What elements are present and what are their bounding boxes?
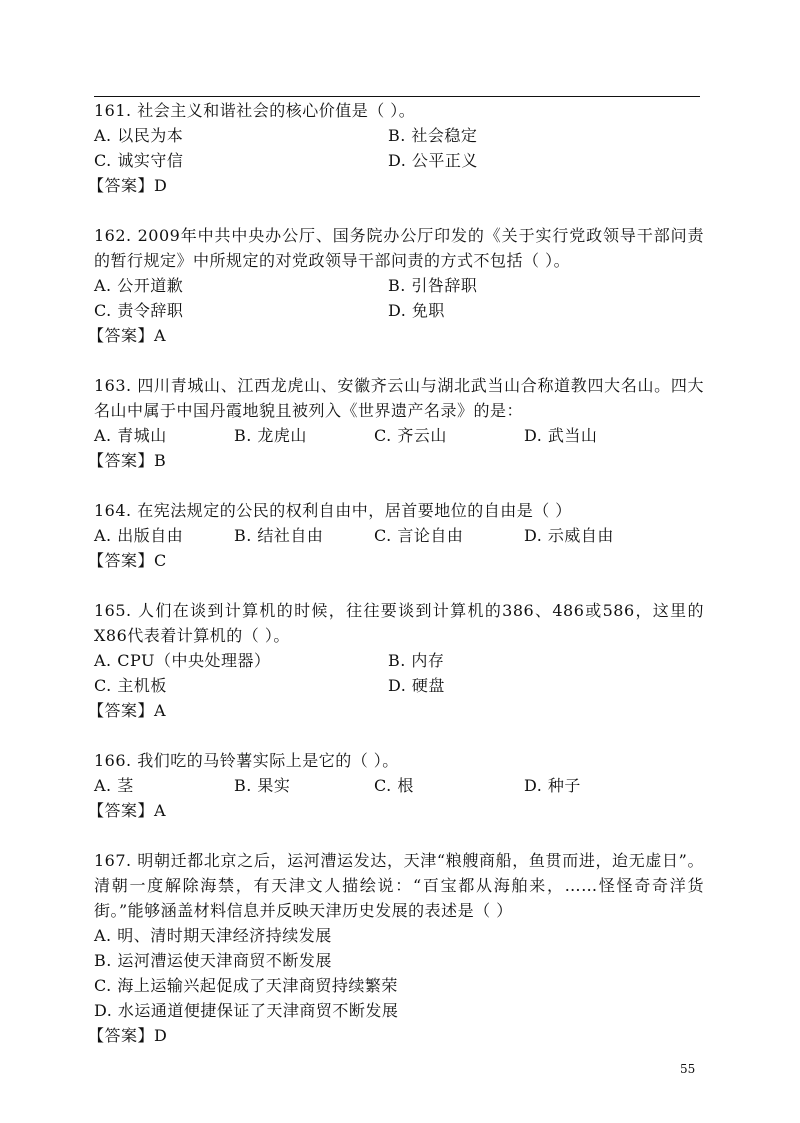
question-block	[88, 223, 704, 348]
answer-line: 【答案】C	[88, 551, 167, 570]
page-number: 55	[680, 1062, 696, 1076]
answer-line: 【答案】A	[88, 701, 167, 720]
option-list	[94, 648, 704, 698]
option-item: D. 免职	[388, 301, 445, 320]
question-block	[88, 598, 704, 723]
option-item: C. 诚实守信	[94, 151, 184, 170]
option-item: C. 责令辞职	[94, 301, 184, 320]
option-item: A. 青城山	[94, 426, 167, 445]
question-stem: 167. 明朝迁都北京之后，运河漕运发达，天津“粮艘商船，鱼贯而进，迨无虚日”。清朝一度解除海禁，有天津文人描绘说：“百宝都从海舶来，……怪怪奇奇洋货街。”能够涵盖材料信息并反映天津历史发展的表述是（ ）	[94, 851, 704, 920]
option-item: B. 龙虎山	[234, 426, 307, 445]
option-list	[94, 423, 704, 448]
answer-line: 【答案】A	[88, 801, 167, 820]
option-item: A. 出版自由	[94, 526, 184, 545]
option-list	[94, 923, 704, 1023]
option-item: B. 引咎辞职	[388, 276, 478, 295]
question-stem: 165. 人们在谈到计算机的时候，往往要谈到计算机的386、486或586，这里的 X86代表着计算机的（ ）。	[94, 601, 704, 645]
question-block	[88, 848, 704, 1048]
answer-line: 【答案】A	[88, 326, 167, 345]
answer-line: 【答案】B	[88, 451, 167, 470]
question-block	[88, 98, 704, 198]
question-stem: 166. 我们吃的马铃薯实际上是它的（ ）。	[94, 751, 399, 770]
option-item: C. 海上运输兴起促成了天津商贸持续繁荣	[94, 976, 398, 995]
option-item: C. 齐云山	[374, 426, 447, 445]
question-block	[88, 748, 704, 823]
answer-line: 【答案】D	[88, 176, 168, 195]
option-item: C. 主机板	[94, 676, 167, 695]
option-item: B. 结社自由	[234, 526, 324, 545]
option-item: A. 明、清时期天津经济持续发展	[94, 926, 332, 945]
option-item: D. 种子	[524, 776, 581, 795]
question-stem: 161. 社会主义和谐社会的核心价值是（ ）。	[94, 101, 416, 120]
option-list	[94, 773, 704, 798]
option-item: C. 言论自由	[374, 526, 464, 545]
option-item: B. 果实	[234, 776, 291, 795]
option-list	[94, 523, 704, 548]
option-list	[94, 123, 704, 173]
question-list	[88, 98, 704, 1073]
option-item: D. 示威自由	[524, 526, 614, 545]
option-item: C. 根	[374, 776, 414, 795]
option-item: B. 社会稳定	[388, 126, 478, 145]
option-item: D. 武当山	[524, 426, 598, 445]
question-block	[88, 373, 704, 473]
option-item: A. CPU（中央处理器）	[94, 651, 271, 670]
question-block	[88, 498, 704, 573]
option-item: D. 硬盘	[388, 676, 445, 695]
answer-line: 【答案】D	[88, 1026, 168, 1045]
option-item: D. 公平正义	[388, 151, 478, 170]
option-item: A. 茎	[94, 776, 134, 795]
question-stem: 162. 2009年中共中央办公厅、国务院办公厅印发的《关于实行党政领导干部问责的暂行规定》中所规定的对党政领导干部问责的方式不包括（ ）。	[94, 226, 704, 270]
option-item: A. 以民为本	[94, 126, 184, 145]
option-list	[94, 273, 704, 323]
option-item: B. 内存	[388, 651, 445, 670]
header-rule	[94, 96, 700, 97]
option-item: D. 水运通道便捷保证了天津商贸不断发展	[94, 1001, 399, 1020]
question-stem: 164. 在宪法规定的公民的权利自由中，居首要地位的自由是（ ）	[94, 501, 572, 520]
option-item: A. 公开道歉	[94, 276, 184, 295]
question-stem: 163. 四川青城山、江西龙虎山、安徽齐云山与湖北武当山合称道教四大名山。四大名山中属于中国丹霞地貌且被列入《世界遗产名录》的是：	[94, 376, 704, 420]
option-item: B. 运河漕运使天津商贸不断发展	[94, 951, 332, 970]
